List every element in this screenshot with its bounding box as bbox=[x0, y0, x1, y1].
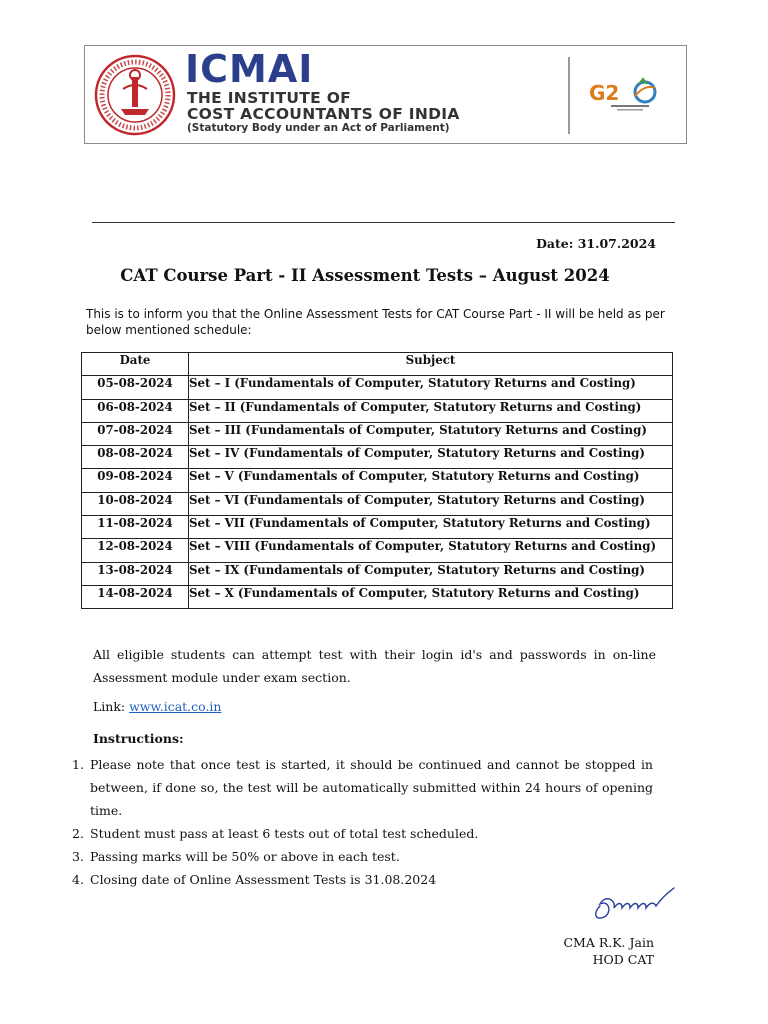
brand-name: ICMAI bbox=[185, 47, 314, 91]
table-header-row bbox=[82, 353, 673, 376]
row-date: 11-08-2024 bbox=[82, 516, 189, 539]
brand-line-1: THE INSTITUTE OF bbox=[187, 89, 352, 107]
table-row bbox=[82, 539, 673, 562]
icat-link[interactable]: www.icat.co.in bbox=[129, 699, 222, 714]
row-date: 10-08-2024 bbox=[82, 492, 189, 515]
letterhead bbox=[84, 45, 687, 144]
table-row bbox=[82, 492, 673, 515]
row-subject: Set – IX (Fundamentals of Computer, Statutory Returns and Costing) bbox=[189, 562, 673, 585]
header-divider bbox=[568, 57, 570, 134]
letter-date: Date: 31.07.2024 bbox=[536, 236, 656, 251]
row-date: 14-08-2024 bbox=[82, 585, 189, 608]
intro-paragraph: This is to inform you that the Online Assessment Tests for CAT Course Part - II will be held as per below mentioned schedule: bbox=[86, 307, 665, 337]
icmai-seal-icon bbox=[93, 53, 177, 137]
page-title: CAT Course Part - II Assessment Tests – August 2024 bbox=[120, 266, 610, 285]
svg-text:G2: G2 bbox=[589, 81, 620, 105]
link-line bbox=[93, 699, 221, 714]
brand-line-2: COST ACCOUNTANTS OF INDIA bbox=[187, 105, 460, 123]
list-item bbox=[72, 868, 653, 891]
signer-designation: HOD CAT bbox=[592, 952, 654, 967]
table-row bbox=[82, 516, 673, 539]
instructions-heading: Instructions: bbox=[93, 731, 184, 746]
row-subject: Set – III (Fundamentals of Computer, Statutory Returns and Costing) bbox=[189, 422, 673, 445]
table-row bbox=[82, 399, 673, 422]
list-item bbox=[72, 753, 653, 822]
list-item-number: 4. bbox=[72, 872, 84, 887]
table-row bbox=[82, 562, 673, 585]
list-item bbox=[72, 845, 653, 868]
table-row bbox=[82, 422, 673, 445]
row-date: 07-08-2024 bbox=[82, 422, 189, 445]
row-subject: Set – X (Fundamentals of Computer, Statutory Returns and Costing) bbox=[189, 585, 673, 608]
horizontal-rule bbox=[92, 222, 675, 223]
list-item-text: Closing date of Online Assessment Tests is 31.08.2024 bbox=[90, 872, 437, 887]
list-item-number: 1. bbox=[72, 757, 84, 772]
list-item-number: 2. bbox=[72, 826, 84, 841]
row-subject: Set – I (Fundamentals of Computer, Statutory Returns and Costing) bbox=[189, 376, 673, 399]
row-subject: Set – V (Fundamentals of Computer, Statutory Returns and Costing) bbox=[189, 469, 673, 492]
row-subject: Set – VII (Fundamentals of Computer, Statutory Returns and Costing) bbox=[189, 516, 673, 539]
row-date: 08-08-2024 bbox=[82, 446, 189, 469]
list-item-text: Please note that once test is started, it should be continued and cannot be stopped in between, if done so, the test will be automatically submitted within 24 hours of opening time. bbox=[90, 757, 653, 818]
row-date: 06-08-2024 bbox=[82, 399, 189, 422]
row-subject: Set – VIII (Fundamentals of Computer, Statutory Returns and Costing) bbox=[189, 539, 673, 562]
table-row bbox=[82, 469, 673, 492]
column-header-date: Date bbox=[82, 353, 189, 376]
brand-tagline: (Statutory Body under an Act of Parliament) bbox=[187, 122, 450, 134]
schedule-table bbox=[81, 352, 673, 609]
link-prefix: Link: bbox=[93, 699, 130, 714]
table-row bbox=[82, 585, 673, 608]
row-date: 09-08-2024 bbox=[82, 469, 189, 492]
list-item bbox=[72, 822, 653, 845]
list-item-text: Student must pass at least 6 tests out of total test scheduled. bbox=[90, 826, 479, 841]
table-row bbox=[82, 446, 673, 469]
row-date: 13-08-2024 bbox=[82, 562, 189, 585]
row-subject: Set – VI (Fundamentals of Computer, Statutory Returns and Costing) bbox=[189, 492, 673, 515]
signer-block bbox=[563, 934, 654, 968]
g20-logo-icon bbox=[587, 76, 673, 116]
row-date: 05-08-2024 bbox=[82, 376, 189, 399]
row-subject: Set – II (Fundamentals of Computer, Statutory Returns and Costing) bbox=[189, 399, 673, 422]
eligibility-paragraph: All eligible students can attempt test with their login id's and passwords in on-line Assessment module under exam section. bbox=[93, 647, 656, 685]
row-date: 12-08-2024 bbox=[82, 539, 189, 562]
signer-name: CMA R.K. Jain bbox=[563, 935, 654, 950]
column-header-subject: Subject bbox=[189, 353, 673, 376]
list-item-text: Passing marks will be 50% or above in each test. bbox=[90, 849, 400, 864]
instructions-list bbox=[72, 753, 653, 891]
handwritten-signature-icon bbox=[586, 880, 678, 922]
list-item-number: 3. bbox=[72, 849, 84, 864]
row-subject: Set – IV (Fundamentals of Computer, Statutory Returns and Costing) bbox=[189, 446, 673, 469]
table-row bbox=[82, 376, 673, 399]
